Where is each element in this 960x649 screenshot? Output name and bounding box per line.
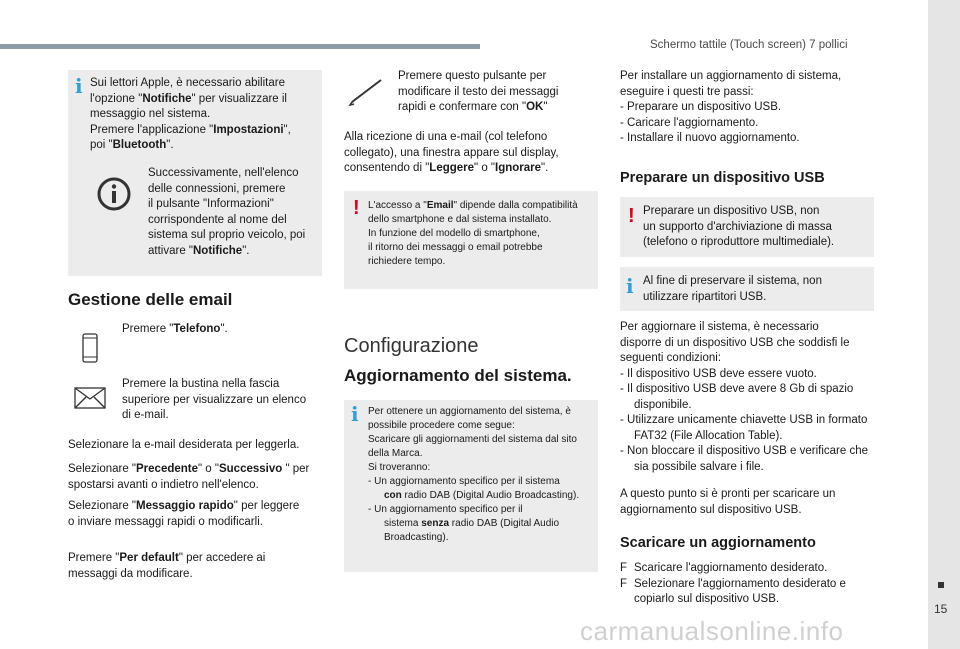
phone-instruction: Premere "Telefono". xyxy=(122,323,228,335)
warning-box-usb-text: Preparare un dispositivo USB, non un supporto d'archiviazione di massa (telefono o riproduttore multimediale). xyxy=(643,205,835,248)
pencil-icon xyxy=(348,76,386,106)
para-select-email: Selezionare la e-mail desiderata per leggerla. xyxy=(68,439,300,451)
section-title-config: Configurazione xyxy=(344,335,479,357)
download-steps: F Scaricare l'aggiornamento desiderato. F Selezionare l'aggiornamento desiderato e copiarlo sul dispositivo USB. xyxy=(620,562,846,605)
watermark: carmanualsonline.info xyxy=(580,616,844,646)
bullet-icon: F xyxy=(620,562,628,574)
info-box-apple-text: Sui lettori Apple, è necessario abilitare l'opzione "Notifiche" per visualizzare il messaggio nel sistema. Premere l'applicazione "Impostazioni", poi "Bluetooth". xyxy=(90,77,291,151)
section-title-email: Gestione delle email xyxy=(68,290,233,309)
bullet-icon: F xyxy=(620,577,628,590)
info-box-apple-sub: Successivamente, nell'elenco delle connessioni, premere il pulsante "Informazioni" corrispondente al nome del sistema sul proprio veicolo, poi attivare "Notifiche". xyxy=(148,167,306,257)
warning-icon: ! xyxy=(628,205,635,227)
section-title-usb: Preparare un dispositivo USB xyxy=(620,170,825,186)
list-item: - Non bloccare il dispositivo USB e verificare che sia possibile salvare i file. xyxy=(620,445,868,473)
warning-box-email-text: L'accesso a "Email" dipende dalla compatibilità dello smartphone e dal sistema installato. In funzione del modello di smartphone, il ritorno dei messaggi o email potrebbe richiedere tempo. xyxy=(368,200,578,267)
list-item: - Utilizzare unicamente chiavette USB in formato FAT32 (File Allocation Table). xyxy=(620,414,868,442)
information-circle-icon xyxy=(96,176,132,212)
page-number: 15 xyxy=(934,602,948,616)
para-email-received: Alla ricezione di una e-mail (col telefono collegato), una finestra appare sul display, consentendo di "Leggere" o "Ignorare". xyxy=(344,131,559,174)
envelope-icon xyxy=(74,387,106,409)
info-box-update-text: Per ottenere un aggiornamento del sistema, è possibile procedere come segue: Scaricare gli aggiornamenti del sistema dal sito della Marca. Si troveranno: - Un aggiornamento specifico per il sistema con radio DAB (Digital Audio Broadcasting). - Un aggiornamento specifico per il sistema senza radio DAB (Digital Audio Broadcasting). xyxy=(368,406,580,543)
para-prev-next: Selezionare "Precedente" o "Successivo " per spostarsi avanti o indietro nell'elenco. xyxy=(68,463,310,491)
para-default: Premere "Per default" per accedere ai messaggi da modificare. xyxy=(68,552,266,580)
page-margin xyxy=(928,0,960,649)
para-usb-conditions: Per aggiornare il sistema, è necessario disporre di un dispositivo USB che soddisfi le seguenti condizioni: - Il dispositivo USB deve essere vuoto. - Il dispositivo USB deve avere 8 Gb di spazio disponibile. - Utilizzare unicamente chiavette USB in formato FAT32 (File Allocation Table). - Non bloccare il dispositivo USB e verificare che sia possibile salvare i file. xyxy=(620,320,880,475)
info-box-usb-text: Al fine di preservare il sistema, non utilizzare ripartitori USB. xyxy=(643,275,822,303)
page-marker xyxy=(938,582,944,588)
para-ready: A questo punto si è pronti per scaricare un aggiornamento sul dispositivo USB. xyxy=(620,488,836,516)
header-title: Schermo tattile (Touch screen) 7 pollici xyxy=(650,39,848,51)
warning-icon: ! xyxy=(353,197,360,219)
mail-instruction: Premere la bustina nella fascia superiore per visualizzare un elenco di e-mail. xyxy=(122,378,307,421)
list-item: - Il dispositivo USB deve avere 8 Gb di spazio disponibile. xyxy=(620,383,854,411)
info-icon: i xyxy=(626,274,634,298)
para-quick-message: Selezionare "Messaggio rapido" per leggere o inviare messaggi rapidi o modificarli. xyxy=(68,500,300,528)
section-title-download: Scaricare un aggiornamento xyxy=(620,535,816,551)
info-icon: i xyxy=(75,74,83,98)
section-title-update: Aggiornamento del sistema. xyxy=(344,366,572,385)
phone-icon xyxy=(82,333,98,363)
pen-instruction: Premere questo pulsante per modificare il testo dei messaggi rapidi e confermare con "OK" xyxy=(398,70,559,113)
header-bar xyxy=(0,44,480,49)
info-icon: i xyxy=(351,402,359,426)
list-item: - Il dispositivo USB deve essere vuoto. xyxy=(620,367,817,380)
para-install-intro: Per installare un aggiornamento di sistema, eseguire i questi tre passi: - Preparare un dispositivo USB. - Caricare l'aggiornamento. - Installare il nuovo aggiornamento. xyxy=(620,70,842,144)
